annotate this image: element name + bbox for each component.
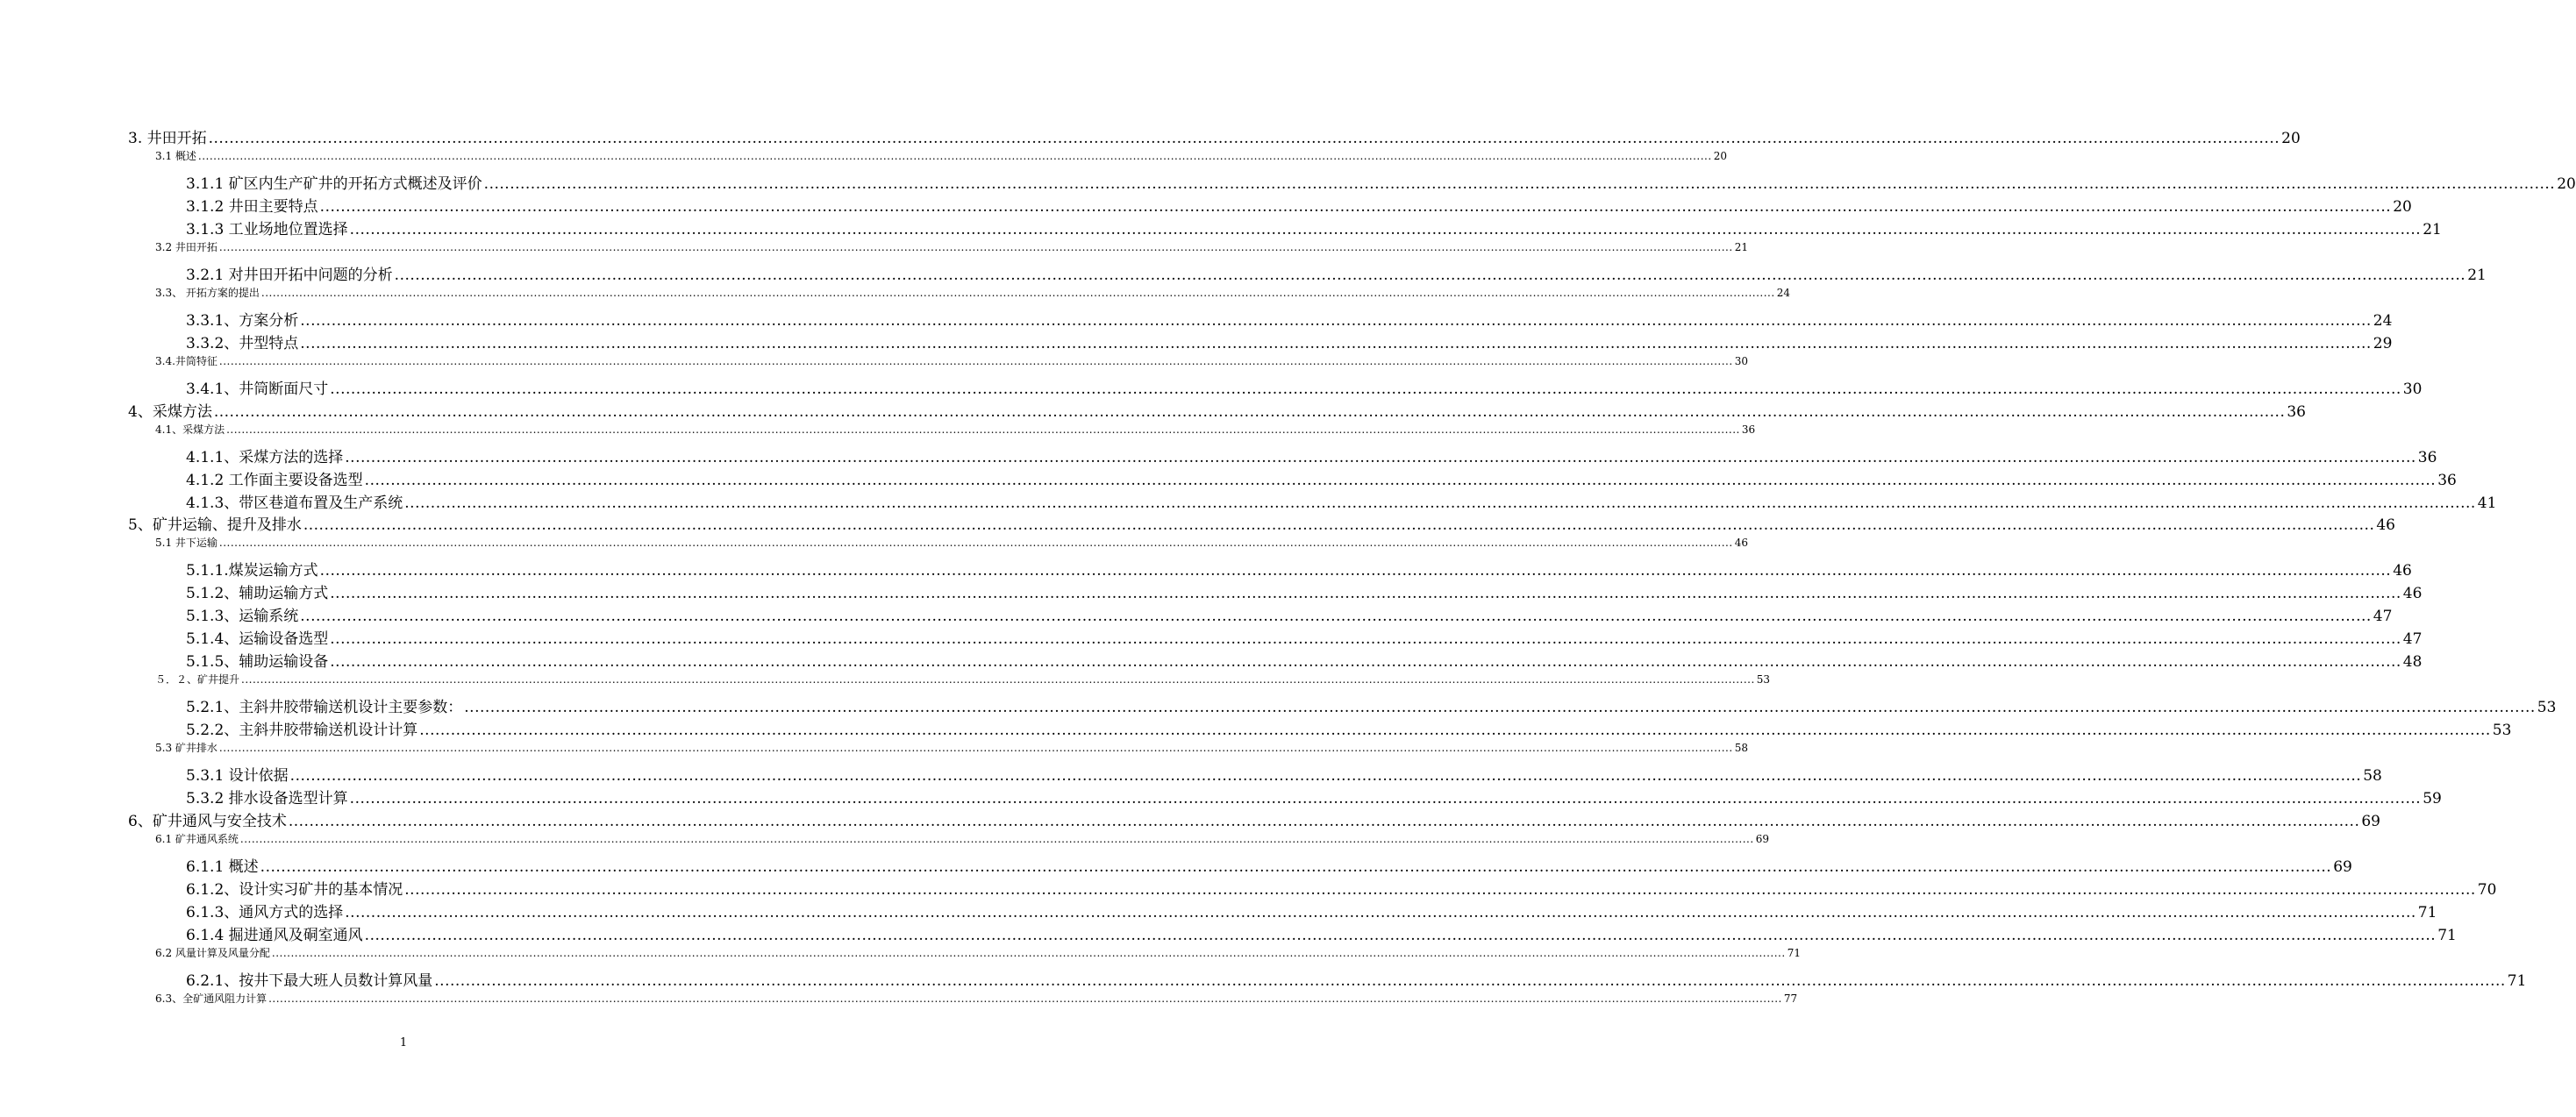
- toc-entry-title: 6.1.2、设计实习矿井的基本情况: [186, 881, 403, 899]
- toc-entry-title: 3.3.1、方案分析: [186, 312, 299, 330]
- toc-leader-dots: ................................................................................................................................................................................................................................................................................................................................................................................................................: [349, 221, 2422, 238]
- toc-entry[interactable]: [155, 672, 1771, 687]
- toc-entry[interactable]: [186, 262, 2487, 284]
- toc-leader-dots: ................................................................................................................................................................................................................................................................................................................................................................................................................: [319, 562, 2392, 580]
- toc-entry-page: 53: [2537, 699, 2557, 716]
- toc-entry-page: 29: [2373, 335, 2393, 352]
- toc-entry-title: 3.1.3 工业场地位置选择: [186, 221, 348, 238]
- toc-entry-page: 77: [1783, 992, 1798, 1005]
- toc-entry[interactable]: [186, 694, 2557, 716]
- toc-entry-page: 46: [2393, 562, 2412, 580]
- toc-leader-dots: ................................................................................................................................................................................................................................................................................................................................................................................................................: [394, 267, 2466, 284]
- toc-leader-dots: ................................................................................................................................................................................................................................................................................................................................................................................................................: [268, 992, 1782, 1005]
- toc-entry-title: 6.2.1、按井下最大班人员数计算风量: [186, 972, 433, 990]
- toc-leader-dots: ................................................................................................................................................................................................................................................................................................................................................................................................................: [288, 813, 2360, 830]
- toc-entry-page: 36: [2417, 449, 2437, 466]
- toc-entry[interactable]: [186, 717, 2512, 739]
- toc-entry-title: 5.1.3、运输系统: [186, 608, 299, 625]
- toc-entry[interactable]: [186, 194, 2412, 216]
- toc-entry-page: 46: [1734, 537, 1748, 549]
- toc-entry-page: 20: [2393, 198, 2412, 216]
- toc-entry-page: 46: [2402, 585, 2423, 602]
- toc-entry-page: 36: [1741, 423, 1756, 436]
- toc-leader-dots: ................................................................................................................................................................................................................................................................................................................................................................................................................: [271, 947, 1786, 959]
- toc-leader-dots: ................................................................................................................................................................................................................................................................................................................................................................................................................: [218, 241, 1733, 253]
- toc-entry-title: 3.3.2、井型特点: [186, 335, 299, 352]
- toc-entry[interactable]: [186, 922, 2457, 944]
- toc-entry-page: 69: [1755, 833, 1769, 845]
- toc-entry-page: 30: [2402, 381, 2423, 398]
- toc-entry-title: 3.4.井筒特征: [155, 355, 218, 367]
- toc-entry-page: 71: [2417, 904, 2437, 921]
- toc-entry-page: 36: [2437, 472, 2457, 489]
- toc-entry-title: 6、矿井通风与安全技术: [128, 813, 287, 830]
- toc-entry-page: 36: [2287, 403, 2306, 421]
- toc-entry[interactable]: [186, 603, 2393, 625]
- toc-leader-dots: ................................................................................................................................................................................................................................................................................................................................................................................................................: [300, 312, 2372, 330]
- toc-entry[interactable]: [186, 467, 2457, 489]
- toc-entry-title: 5.2.2、主斜井胶带输送机设计计算: [186, 722, 418, 739]
- toc-entry[interactable]: [186, 217, 2442, 238]
- toc-entry-title: ５．２、矿井提升: [155, 673, 240, 686]
- toc-leader-dots: ................................................................................................................................................................................................................................................................................................................................................................................................................: [218, 355, 1733, 367]
- toc-entry-title: 6.2 风量计算及风量分配: [155, 947, 270, 959]
- toc-entry-title: 6.1.3、通风方式的选择: [186, 904, 344, 921]
- toc-entry-title: 4.1.1、采煤方法的选择: [186, 449, 344, 466]
- toc-entry-page: 69: [2361, 813, 2380, 830]
- toc-leader-dots: ................................................................................................................................................................................................................................................................................................................................................................................................................: [483, 175, 2556, 193]
- toc-leader-dots: ................................................................................................................................................................................................................................................................................................................................................................................................................: [289, 767, 2362, 785]
- toc-entry-title: 3.1.2 井田主要特点: [186, 198, 318, 216]
- toc-entry[interactable]: [155, 285, 1790, 300]
- toc-leader-dots: ................................................................................................................................................................................................................................................................................................................................................................................................................: [218, 742, 1733, 754]
- toc-leader-dots: ................................................................................................................................................................................................................................................................................................................................................................................................................: [208, 130, 2280, 147]
- toc-leader-dots: ................................................................................................................................................................................................................................................................................................................................................................................................................: [419, 722, 2491, 739]
- toc-entry-page: 24: [1776, 287, 1790, 299]
- toc-entry[interactable]: [186, 171, 2576, 193]
- toc-entry-title: 4、采煤方法: [128, 403, 212, 421]
- toc-leader-dots: ................................................................................................................................................................................................................................................................................................................................................................................................................: [226, 423, 1740, 436]
- toc-entry[interactable]: [186, 308, 2393, 330]
- toc-entry-page: 20: [2281, 130, 2301, 147]
- toc-entry[interactable]: [128, 125, 2301, 147]
- toc-entry-page: 71: [2507, 972, 2527, 990]
- toc-entry[interactable]: [155, 239, 1748, 254]
- toc-entry-title: 3. 井田开拓: [128, 130, 207, 147]
- toc-entry[interactable]: [128, 808, 2380, 830]
- toc-entry-page: 21: [1734, 241, 1748, 253]
- toc-entry[interactable]: [186, 900, 2437, 921]
- toc-entry-page: 30: [1734, 355, 1748, 367]
- toc-entry-title: 5.1.4、运输设备选型: [186, 630, 329, 648]
- toc-entry[interactable]: [186, 649, 2423, 671]
- toc-entry-title: 5.3.1 设计依据: [186, 767, 289, 785]
- toc-entry-page: 46: [2376, 516, 2395, 534]
- toc-entry-page: 21: [2423, 221, 2442, 238]
- toc-entry-page: 47: [2402, 630, 2423, 648]
- toc-leader-dots: ................................................................................................................................................................................................................................................................................................................................................................................................................: [404, 881, 2476, 899]
- toc-leader-dots: ................................................................................................................................................................................................................................................................................................................................................................................................................: [241, 673, 1755, 686]
- toc-entry-page: 53: [1756, 673, 1771, 686]
- toc-entry[interactable]: [128, 399, 2306, 421]
- toc-entry[interactable]: [186, 763, 2382, 785]
- toc-leader-dots: ................................................................................................................................................................................................................................................................................................................................................................................................................: [434, 972, 2506, 990]
- toc-entry-title: 5.3.2 排水设备选型计算: [186, 790, 348, 808]
- toc-entry-title: 5、矿井运输、提升及排水: [128, 516, 302, 534]
- toc-leader-dots: ................................................................................................................................................................................................................................................................................................................................................................................................................: [213, 403, 2286, 421]
- toc-entry[interactable]: [186, 445, 2437, 466]
- toc-entry-page: 24: [2373, 312, 2393, 330]
- toc-entry-title: 3.4.1、井筒断面尺寸: [186, 381, 329, 398]
- toc-leader-dots: ................................................................................................................................................................................................................................................................................................................................................................................................................: [260, 287, 1775, 299]
- toc-entry-page: 69: [2333, 858, 2352, 876]
- toc-entry[interactable]: [155, 422, 1756, 437]
- toc-leader-dots: ................................................................................................................................................................................................................................................................................................................................................................................................................: [330, 653, 2401, 671]
- toc-entry[interactable]: [155, 535, 1748, 550]
- toc-entry-title: 3.1 概述: [155, 150, 196, 162]
- toc-entry-title: 4.1.2 工作面主要设备选型: [186, 472, 363, 489]
- toc-leader-dots: ................................................................................................................................................................................................................................................................................................................................................................................................................: [260, 858, 2332, 876]
- toc-entry[interactable]: [186, 490, 2497, 512]
- toc-entry-title: 4.1.3、带区巷道布置及生产系统: [186, 494, 403, 512]
- toc-leader-dots: ................................................................................................................................................................................................................................................................................................................................................................................................................: [330, 630, 2401, 648]
- toc-entry-title: 5.1.2、辅助运输方式: [186, 585, 329, 602]
- toc-leader-dots: ................................................................................................................................................................................................................................................................................................................................................................................................................: [345, 904, 2416, 921]
- toc-leader-dots: ................................................................................................................................................................................................................................................................................................................................................................................................................: [330, 381, 2401, 398]
- toc-entry[interactable]: [155, 353, 1748, 368]
- toc-leader-dots: ................................................................................................................................................................................................................................................................................................................................................................................................................: [364, 927, 2437, 944]
- toc-entry[interactable]: [186, 331, 2393, 352]
- toc-entry-page: 58: [2363, 767, 2382, 785]
- toc-entry-page: 59: [2423, 790, 2442, 808]
- toc-entry[interactable]: [155, 831, 1769, 846]
- toc-entry-page: 70: [2477, 881, 2497, 899]
- toc-entry[interactable]: [155, 945, 1801, 960]
- page-number: 1: [399, 1036, 408, 1049]
- toc-entry-title: 5.1 井下运输: [155, 537, 218, 549]
- toc-entry-title: 3.1.1 矿区内生产矿井的开拓方式概述及评价: [186, 175, 482, 193]
- toc-entry[interactable]: [186, 580, 2423, 602]
- toc-entry-title: 6.1.1 概述: [186, 858, 259, 876]
- toc-entry[interactable]: [186, 877, 2497, 899]
- toc-leader-dots: ................................................................................................................................................................................................................................................................................................................................................................................................................: [345, 449, 2416, 466]
- toc-leader-dots: ................................................................................................................................................................................................................................................................................................................................................................................................................: [349, 790, 2422, 808]
- toc-leader-dots: ................................................................................................................................................................................................................................................................................................................................................................................................................: [300, 335, 2372, 352]
- toc-entry-title: 3.2 井田开拓: [155, 241, 218, 253]
- toc-entry[interactable]: [186, 558, 2412, 580]
- toc-leader-dots: ................................................................................................................................................................................................................................................................................................................................................................................................................: [464, 699, 2536, 716]
- toc-entry-page: 47: [2373, 608, 2393, 625]
- toc-leader-dots: ................................................................................................................................................................................................................................................................................................................................................................................................................: [197, 150, 1712, 162]
- toc-leader-dots: ................................................................................................................................................................................................................................................................................................................................................................................................................: [404, 494, 2476, 512]
- toc-entry-title: 5.2.1、主斜井胶带输送机设计主要参数：: [186, 699, 463, 716]
- toc-entry[interactable]: [155, 740, 1748, 755]
- toc-entry-page: 48: [2402, 653, 2423, 671]
- toc-entry-page: 53: [2492, 722, 2512, 739]
- toc-leader-dots: ................................................................................................................................................................................................................................................................................................................................................................................................................: [303, 516, 2375, 534]
- toc-entry-title: 3.3、 开拓方案的提出: [155, 287, 260, 299]
- toc-entry-page: 41: [2477, 494, 2497, 512]
- toc-entry[interactable]: [186, 786, 2442, 808]
- toc-entry-page: 71: [1787, 947, 1801, 959]
- toc-entry[interactable]: [186, 376, 2423, 398]
- toc-entry[interactable]: [186, 626, 2423, 648]
- toc-entry-title: 3.2.1 对井田开拓中问题的分析: [186, 267, 393, 284]
- toc-leader-dots: ................................................................................................................................................................................................................................................................................................................................................................................................................: [319, 198, 2392, 216]
- toc-entry[interactable]: [155, 991, 1798, 1006]
- toc-entry[interactable]: [155, 148, 1727, 163]
- toc-entry-title: 6.1 矿井通风系统: [155, 833, 239, 845]
- toc-leader-dots: ................................................................................................................................................................................................................................................................................................................................................................................................................: [364, 472, 2437, 489]
- toc-leader-dots: ................................................................................................................................................................................................................................................................................................................................................................................................................: [300, 608, 2372, 625]
- toc-leader-dots: ................................................................................................................................................................................................................................................................................................................................................................................................................: [239, 833, 1754, 845]
- toc-entry-page: 71: [2437, 927, 2457, 944]
- toc-leader-dots: ................................................................................................................................................................................................................................................................................................................................................................................................................: [218, 537, 1733, 549]
- toc-entry-title: 5.1.5、辅助运输设备: [186, 653, 329, 671]
- toc-entry-page: 58: [1734, 742, 1748, 754]
- toc-entry-page: 20: [1713, 150, 1727, 162]
- toc-entry-title: 5.3 矿井排水: [155, 742, 218, 754]
- toc-entry-page: 20: [2557, 175, 2576, 193]
- toc-entry-title: 4.1、采煤方法: [155, 423, 225, 436]
- toc-entry[interactable]: [186, 968, 2527, 990]
- toc-entry[interactable]: [186, 854, 2352, 876]
- toc-entry-page: 21: [2467, 267, 2487, 284]
- toc-entry-title: 6.3、全矿通风阻力计算: [155, 992, 268, 1005]
- toc-entry[interactable]: [128, 512, 2395, 534]
- toc-entry-title: 5.1.1.煤炭运输方式: [186, 562, 318, 580]
- toc-leader-dots: ................................................................................................................................................................................................................................................................................................................................................................................................................: [330, 585, 2401, 602]
- toc-entry-title: 6.1.4 掘进通风及硐室通风: [186, 927, 363, 944]
